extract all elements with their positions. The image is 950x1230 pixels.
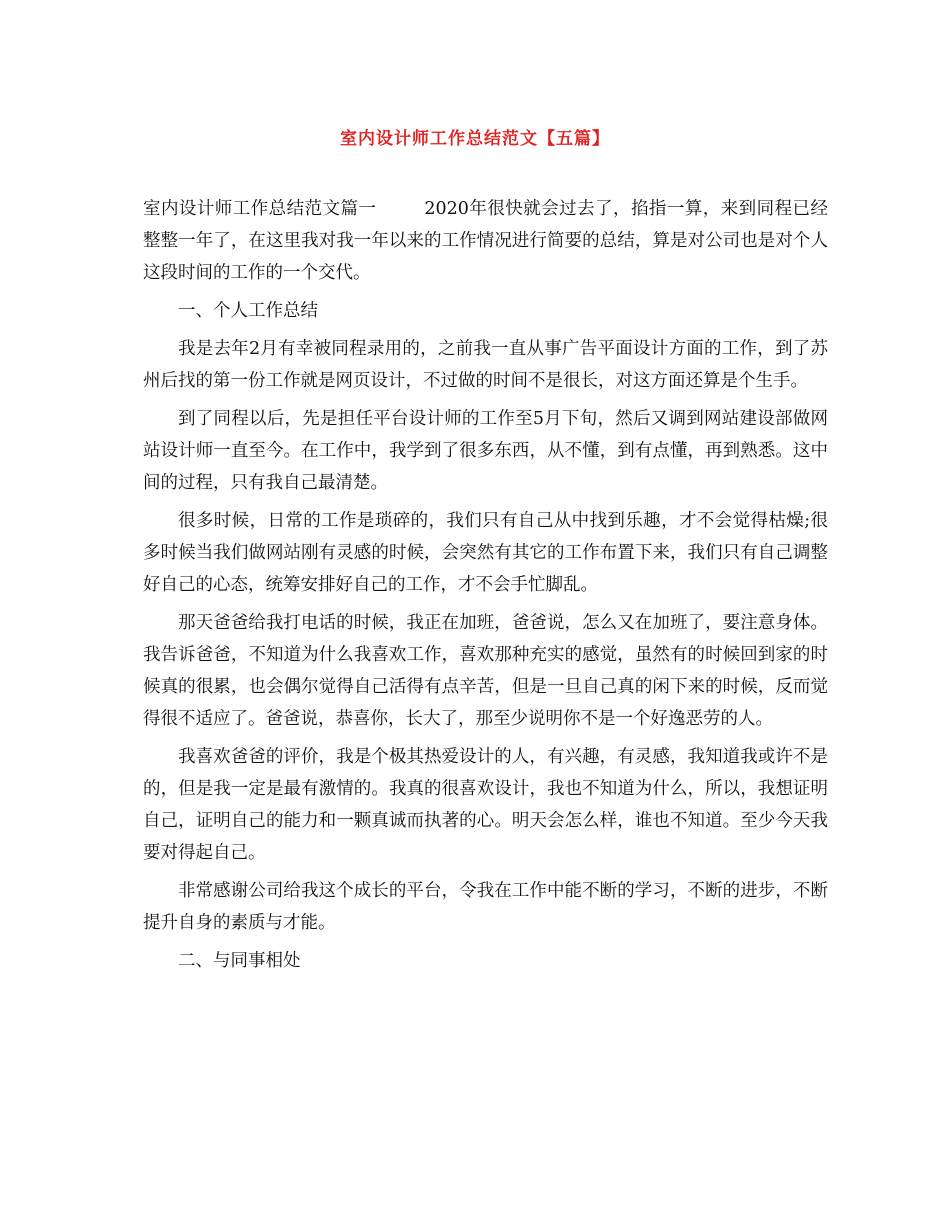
document-title: 室内设计师工作总结范文【五篇】: [340, 129, 610, 149]
intro-paragraph: [143, 193, 828, 289]
intro-text: 2020年很快就会过去了，掐指一算，来到同程已经整整一年了，在这里我对我一年以来的工作情况进行简要的总结，算是对公司也是对个人这段时间的工作的一个交代。: [143, 199, 828, 283]
paragraph: 那天爸爸给我打电话的时候，我正在加班，爸爸说，怎么又在加班了，要注意身体。我告诉爸爸，不知道为什么我喜欢工作，喜欢那种充实的感觉，虽然有的时候回到家的时候真的很累，也会偶尔觉得自己活得有点辛苦，但是一旦自己真的闲下来的时候，反而觉得很不适应了。爸爸说，恭喜你，长大了，那至少说明你不是一个好逸恶劳的人。: [143, 613, 828, 729]
section-heading-1: 一、个人工作总结: [178, 301, 318, 321]
intro-label: 室内设计师工作总结范文篇一: [143, 199, 377, 219]
document-body: [143, 193, 828, 983]
section-heading-2: 二、与同事相处: [178, 951, 301, 971]
paragraph: 我是去年2月有幸被同程录用的，之前我一直从事广告平面设计方面的工作，到了苏州后找的第一份工作就是网页设计，不过做的时间不是很长，对这方面还算是个生手。: [143, 339, 828, 391]
paragraph: 我喜欢爸爸的评价，我是个极其热爱设计的人，有兴趣，有灵感，我知道我或许不是的，但是我一定是最有激情的。我真的很喜欢设计，我也不知道为什么，所以，我想证明自己，证明自己的能力和一颗真诚而执著的心。明天会怎么样，谁也不知道。至少今天我要对得起自己。: [143, 747, 828, 863]
paragraph: 非常感谢公司给我这个成长的平台，令我在工作中能不断的学习，不断的进步，不断提升自身的素质与才能。: [143, 881, 828, 933]
paragraph: 很多时候，日常的工作是琐碎的，我们只有自己从中找到乐趣，才不会觉得枯燥;很多时候当我们做网站刚有灵感的时候，会突然有其它的工作布置下来，我们只有自己调整好自己的心态，统筹安排好自己的工作，才不会手忙脚乱。: [143, 511, 828, 595]
paragraph: 到了同程以后，先是担任平台设计师的工作至5月下旬，然后又调到网站建设部做网站设计师一直至今。在工作中，我学到了很多东西，从不懂，到有点懂，再到熟悉。这中间的过程，只有我自己最清楚。: [143, 409, 828, 493]
